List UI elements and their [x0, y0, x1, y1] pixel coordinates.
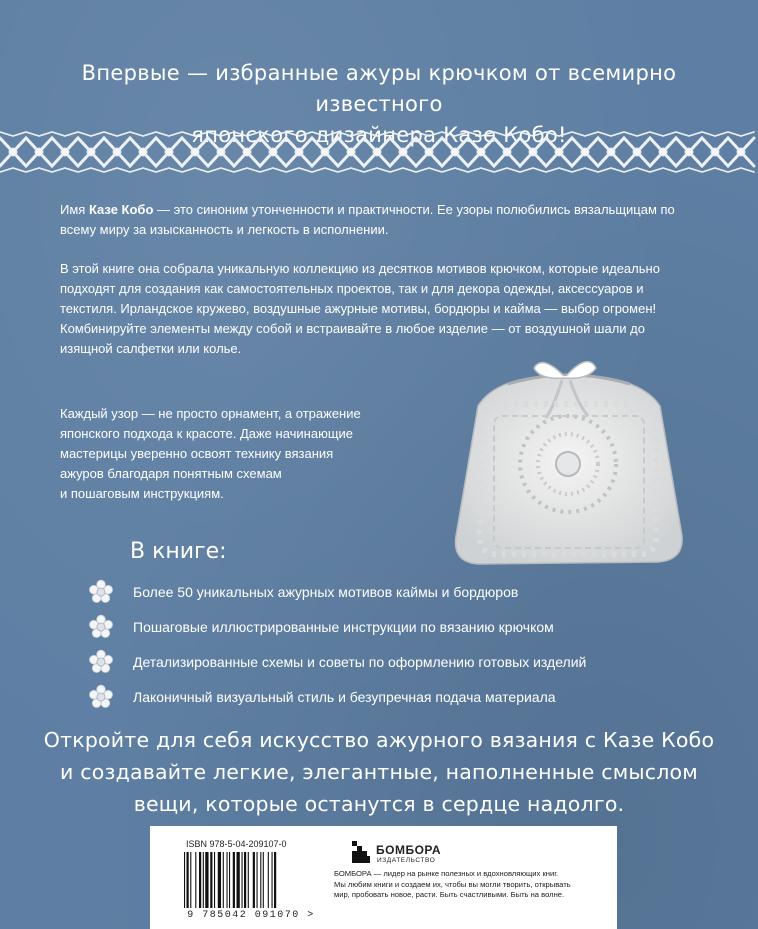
barcode-digits: 9 785042 091070 > [187, 910, 315, 921]
closing-line-3: вещи, которые останутся в сердце надолго. [133, 792, 625, 816]
description-line-2: японского подхода к красоте. Даже начинающие [60, 426, 354, 441]
designer-name: Казе Кобо [88, 202, 154, 217]
bombora-logo-icon [350, 839, 372, 865]
publisher-bar [150, 826, 617, 929]
publisher-description-line-1: БОМБОРА — лидер на рынке полезных и вдохновляющих книг. [334, 869, 559, 878]
crochet-flower-icon [88, 579, 114, 605]
feature-item [88, 679, 728, 714]
isbn-text: ISBN 978-5-04-209107-0 [186, 839, 287, 849]
feature-item [88, 574, 728, 609]
feature-text: Пошаговые иллюстрированные инструкции по вязанию крючком [133, 618, 554, 635]
intro-paragraph-2: В этой книге она собрала уникальную коллекцию из десятков мотивов крючком, которые идеально подходят для создания как самостоятельных проектов, так и для декора одежды, аксессуаров и текстиля. Ирландское кружево, воздушные ажурные мотивы, бордюры и кайма — выбор огромен! Комбинируйте элементы между собой и встраивайте в любое изделие — от воздушной шали до изящной салфетки или колье. [60, 261, 660, 356]
lace-trim-image [0, 122, 758, 182]
crochet-flower-icon [88, 649, 114, 675]
crochet-flower-icon [88, 684, 114, 710]
headline-line-1: Впервые — избранные ажуры крючком от всемирно известного [81, 61, 677, 116]
barcode-image [180, 852, 322, 910]
description-line-3: мастерицы уверенно освоят технику вязания [60, 446, 334, 461]
headline-line-2: японского дизайнера Казе Кобо! [191, 123, 567, 147]
feature-text: Детализированные схемы и советы по оформлению готовых изделий [133, 653, 587, 670]
closing-line-1: Откройте для себя искусство ажурного вязания с Казе Кобо [43, 728, 715, 752]
publisher-description-line-2: Мы любим книги и создаем их, чтобы вы могли творить, открывать [334, 879, 571, 889]
features-title: В книге: [130, 539, 227, 564]
feature-text: Лаконичный визуальный стиль и безупречная подача материала [133, 688, 556, 705]
feature-text: Более 50 уникальных ажурных мотивов каймы и бордюров [133, 583, 519, 600]
crochet-flower-icon [88, 614, 114, 640]
publisher-description [334, 869, 610, 901]
intro-paragraph-1: Имя Казе Кобо — это синоним утонченности и практичности. Ее узоры полюбились вязальщицам по всему миру за изысканность и легкость в исполнении. [60, 202, 675, 237]
description-line-1: Каждый узор — не просто орнамент, а отражение [60, 406, 361, 421]
publisher-name: БОМБОРА [376, 843, 442, 857]
feature-item [88, 644, 728, 679]
crochet-pouch-image [438, 346, 700, 570]
description-line-4: ажуров благодаря понятным схемам [60, 466, 282, 481]
publisher-description-line-3: мир, пробовать новое, расти. Быть счастливыми. Быть на волне. [334, 890, 565, 899]
description-text [60, 404, 460, 504]
closing-statement [20, 724, 738, 820]
description-line-5: и пошаговым инструкциям. [60, 486, 224, 501]
closing-line-2: и создавайте легкие, элегантные, наполненные смыслом [60, 760, 698, 784]
feature-item [88, 609, 728, 644]
features-list [88, 574, 728, 714]
publisher-subtitle: ИЗДАТЕЛЬСТВО [377, 857, 436, 864]
